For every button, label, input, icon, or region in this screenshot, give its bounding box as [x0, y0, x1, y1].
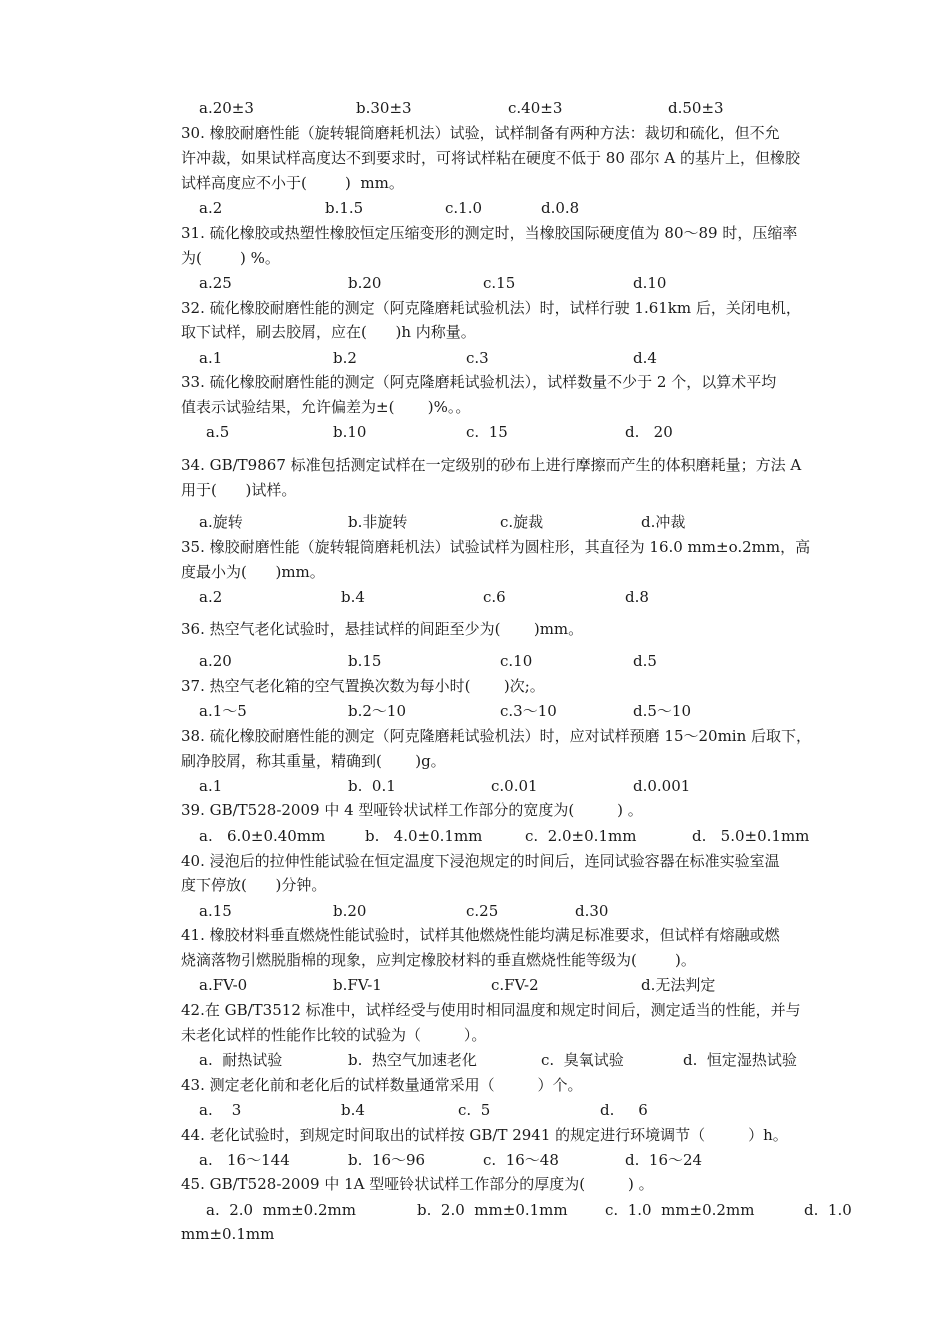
question-36-option-a: a.20 [199, 652, 232, 670]
question-42-option-b: b. 热空气加速老化 [348, 1051, 477, 1069]
question-41-option-d: d.无法判定 [641, 976, 716, 994]
question-41-option-c: c.FV-2 [491, 976, 539, 994]
question-31-option-a: a.25 [199, 274, 232, 292]
question-44-option-a: a. 16～144 [199, 1151, 290, 1169]
question-40-option-b: b.20 [333, 902, 367, 920]
question-39-option-c: c. 2.0±0.1mm [525, 827, 637, 845]
question-31-option-d: d.10 [633, 274, 667, 292]
question-36-option-c: c.10 [500, 652, 533, 670]
question-33-option-d: d. 20 [625, 423, 673, 441]
question-35-option-d: d.8 [625, 588, 649, 606]
question-34-option-c: c.旋裁 [500, 513, 544, 531]
question-45-option-d: d. 1.0 [804, 1201, 852, 1219]
question-40-line-1: 40. 浸泡后的拉伸性能试验在恒定温度下浸泡规定的时间后，连同试验容器在标准实验室温 [181, 852, 780, 870]
question-42-option-c: c. 臭氧试验 [541, 1051, 624, 1069]
option-d: d.50±3 [668, 99, 724, 117]
question-30-line-2: 许冲裁，如果试样高度达不到要求时，可将试样粘在硬度不低于 80 邵尔 A 的基片上，但橡胶 [181, 149, 800, 167]
question-44-option-d: d. 16～24 [625, 1151, 703, 1169]
question-41-line-1: 41. 橡胶材料垂直燃烧性能试验时，试样其他燃烧性能均满足标准要求，但试样有熔融或燃 [181, 926, 780, 944]
question-43-option-b: b.4 [341, 1101, 365, 1119]
question-30-option-d: d.0.8 [541, 199, 580, 217]
question-36-option-b: b.15 [348, 652, 382, 670]
question-39-option-a: a. 6.0±0.40mm [199, 827, 326, 845]
question-30-line-1: 30. 橡胶耐磨性能（旋转辊筒磨耗机法）试验，试样制备有两种方法：裁切和硫化，但不允 [181, 124, 780, 142]
question-45-option-d-continued: mm±0.1mm [181, 1225, 275, 1243]
question-32-option-b: b.2 [333, 349, 357, 367]
question-32-line-2: 取下试样，刷去胶屑，应在( )h 内称量。 [181, 323, 476, 341]
question-31-option-b: b.20 [348, 274, 382, 292]
question-40-option-c: c.25 [466, 902, 499, 920]
option-b: b.30±3 [356, 99, 412, 117]
question-37-option-d: d.5～10 [633, 702, 692, 720]
question-38-line-2: 刷净胶屑，称其重量，精确到( )g。 [181, 752, 446, 770]
question-35-option-b: b.4 [341, 588, 365, 606]
option-c: c.40±3 [508, 99, 563, 117]
question-31-line-1: 31. 硫化橡胶或热塑性橡胶恒定压缩变形的测定时，当橡胶国际硬度值为 80～89 时，压缩率 [181, 224, 798, 242]
question-38-option-a: a.1 [199, 777, 223, 795]
question-34-option-b: b.非旋转 [348, 513, 408, 531]
question-43-line-1: 43. 测定老化前和老化后的试样数量通常采用（ ）个。 [181, 1076, 583, 1094]
question-44-option-c: c. 16～48 [483, 1151, 559, 1169]
question-44-line-1: 44. 老化试验时，到规定时间取出的试样按 GB/T 2941 的规定进行环境调节（ ）h。 [181, 1126, 788, 1144]
question-33-option-b: b.10 [333, 423, 367, 441]
question-34-option-d: d.冲裁 [641, 513, 686, 531]
question-41-option-b: b.FV-1 [333, 976, 382, 994]
question-41-option-a: a.FV-0 [199, 976, 248, 994]
question-41-line-2: 烧滴落物引燃脱脂棉的现象，应判定橡胶材料的垂直燃烧性能等级为( )。 [181, 951, 696, 969]
question-37-line-1: 37. 热空气老化箱的空气置换次数为每小时( )次;。 [181, 677, 545, 695]
question-37-option-a: a.1～5 [199, 702, 247, 720]
question-34-option-a: a.旋转 [199, 513, 243, 531]
question-34-line-2: 用于( )试样。 [181, 481, 297, 499]
question-45-line-1: 45. GB/T528-2009 中 1A 型哑铃状试样工作部分的厚度为( ) 。 [181, 1175, 654, 1193]
question-37-option-b: b.2～10 [348, 702, 407, 720]
option-a: a.20±3 [199, 99, 254, 117]
question-38-option-d: d.0.001 [633, 777, 691, 795]
question-33-line-2: 值表示试验结果，允许偏差为±( )%。。 [181, 398, 471, 416]
question-30-option-c: c.1.0 [445, 199, 483, 217]
question-40-option-d: d.30 [575, 902, 609, 920]
question-30-option-a: a.2 [199, 199, 223, 217]
question-42-line-2: 未老化试样的性能作比较的试验为（ ）。 [181, 1026, 487, 1044]
question-32-option-d: d.4 [633, 349, 657, 367]
question-38-option-b: b. 0.1 [348, 777, 396, 795]
question-45-option-a: a. 2.0 mm±0.2mm [206, 1201, 356, 1219]
question-32-option-a: a.1 [199, 349, 223, 367]
question-35-line-2: 度最小为( )mm。 [181, 563, 325, 581]
question-43-option-d: d. 6 [600, 1101, 648, 1119]
question-33-option-c: c. 15 [466, 423, 508, 441]
question-31-line-2: 为( ) %。 [181, 249, 280, 267]
question-30-line-3: 试样高度应不小于( ) mm。 [181, 174, 404, 192]
question-44-option-b: b. 16～96 [348, 1151, 426, 1169]
question-43-option-a: a. 3 [199, 1101, 242, 1119]
question-45-option-c: c. 1.0 mm±0.2mm [605, 1201, 755, 1219]
question-42-option-a: a. 耐热试验 [199, 1051, 283, 1069]
question-34-line-1: 34. GB/T9867 标准包括测定试样在一定级别的砂布上进行摩擦而产生的体积磨耗量；方法 A [181, 456, 802, 474]
question-37-option-c: c.3～10 [500, 702, 557, 720]
question-39-option-b: b. 4.0±0.1mm [365, 827, 483, 845]
question-32-option-c: c.3 [466, 349, 489, 367]
question-31-option-c: c.15 [483, 274, 516, 292]
question-42-option-d: d. 恒定湿热试验 [683, 1051, 797, 1069]
question-35-option-c: c.6 [483, 588, 506, 606]
question-45-option-b: b. 2.0 mm±0.1mm [417, 1201, 568, 1219]
question-35-option-a: a.2 [199, 588, 223, 606]
question-40-option-a: a.15 [199, 902, 232, 920]
question-39-option-d: d. 5.0±0.1mm [692, 827, 810, 845]
question-40-line-2: 度下停放( )分钟。 [181, 876, 327, 894]
question-36-option-d: d.5 [633, 652, 657, 670]
question-39-line-1: 39. GB/T528-2009 中 4 型哑铃状试样工作部分的宽度为( ) 。 [181, 801, 643, 819]
question-33-option-a: a.5 [206, 423, 230, 441]
question-36-line-1: 36. 热空气老化试验时，悬挂试样的间距至少为( )mm。 [181, 620, 584, 638]
question-30-option-b: b.1.5 [325, 199, 364, 217]
question-38-line-1: 38. 硫化橡胶耐磨性能的测定（阿克隆磨耗试验机法）时，应对试样预磨 15～20min 后取下， [181, 727, 812, 745]
question-32-line-1: 32. 硫化橡胶耐磨性能的测定（阿克隆磨耗试验机法）时，试样行驶 1.61km 后，关闭电机， [181, 299, 801, 317]
question-38-option-c: c.0.01 [491, 777, 538, 795]
question-35-line-1: 35. 橡胶耐磨性能（旋转辊筒磨耗机法）试验试样为圆柱形，其直径为 16.0 mm±o.2mm，高 [181, 538, 811, 556]
question-43-option-c: c. 5 [458, 1101, 491, 1119]
question-42-line-1: 42.在 GB/T3512 标准中，试样经受与使用时相同温度和规定时间后，测定适当的性能，并与 [181, 1001, 801, 1019]
question-33-line-1: 33. 硫化橡胶耐磨性能的测定（阿克隆磨耗试验机法），试样数量不少于 2 个，以算术平均 [181, 373, 777, 391]
